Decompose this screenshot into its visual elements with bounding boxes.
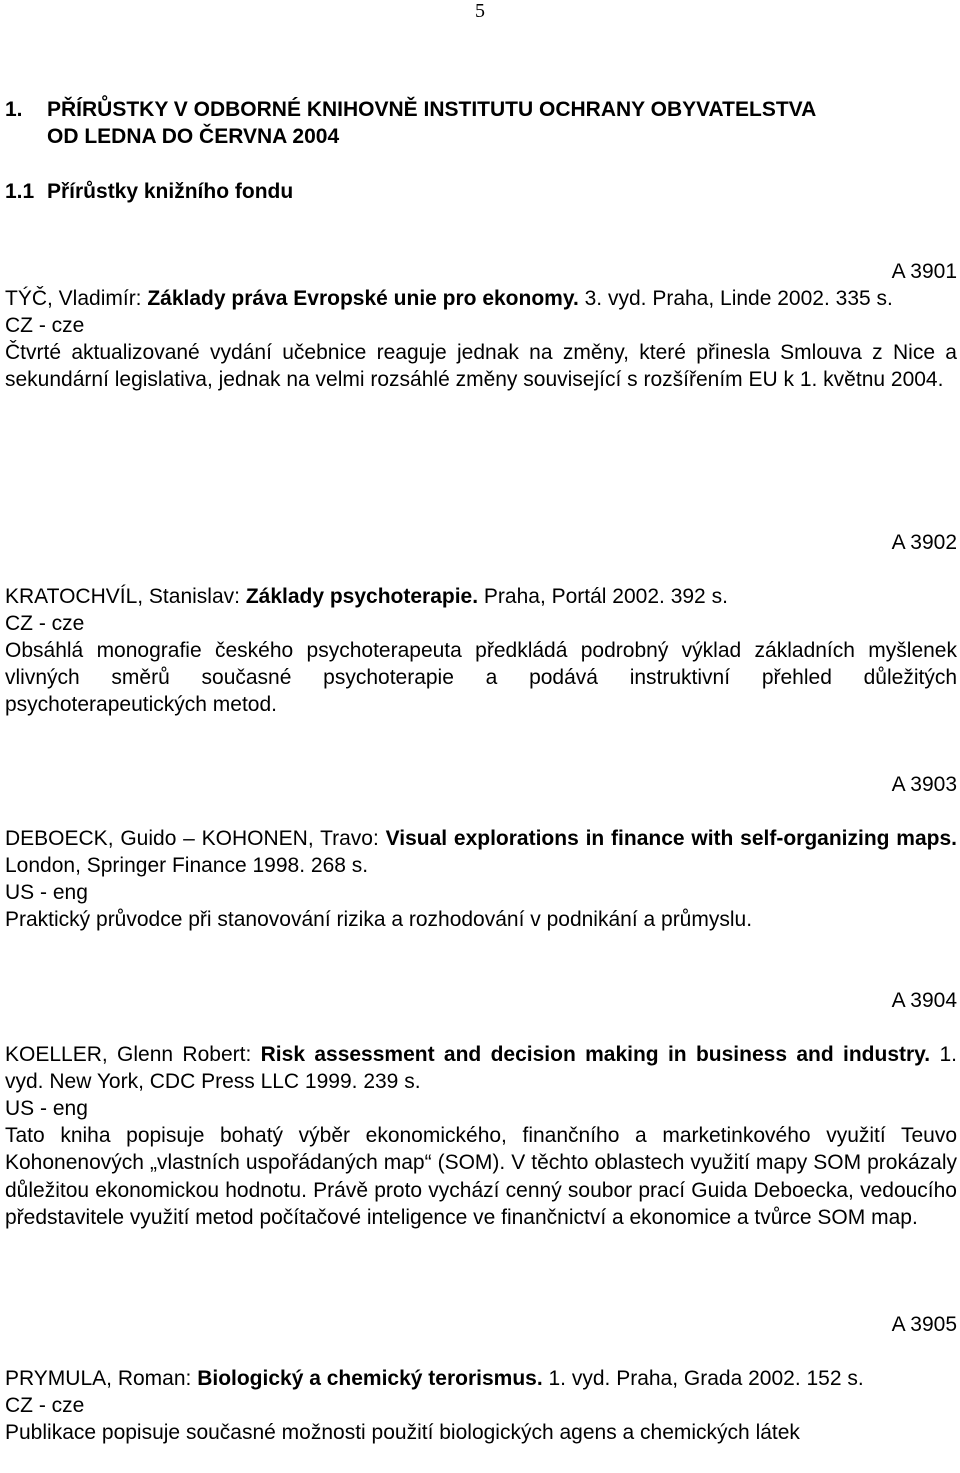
annotation: Praktický průvodce při stanovování rizika a rozhodování v podnikání a průmyslu. [5, 908, 753, 932]
imprint: 3. vyd. Praha, Linde 2002. 335 s. [578, 287, 893, 311]
section-title: Přírůstky knižního fondu [47, 180, 294, 203]
citation [5, 825, 957, 879]
book-title: Biologický a chemický terorismus. [197, 1367, 543, 1391]
call-number: A 3904 [891, 989, 957, 1012]
annotation: Tato kniha popisuje bohatý výběr ekonomického, finančního a marketinkového využití Teuvo Kohonenových „vlastních uspořádaných map“ (SOM). V těchto oblastech využití mapy SOM prokázaly důležitou ekonomickou hodnotu. Právě proto vychází cenný soubor prací Guida Deboecka, vedoucího představitele využití metod počítačové inteligence ve finančnictví a ekonomice a tvůrce SOM map. [5, 1124, 957, 1229]
chapter-heading [5, 96, 957, 150]
author: DEBOECK, Guido – KOHONEN, Travo: [5, 827, 386, 851]
annotation: Obsáhlá monografie českého psychoterapeuta předkládá podrobný výklad základních myšlenek vlivných směrů současné psychoterapie a podává instruktivní přehled důležitých psychoterapeutických metod. [5, 639, 957, 717]
imprint: London, Springer Finance 1998. 268 s. [5, 854, 369, 878]
citation [5, 1365, 957, 1392]
call-number: A 3905 [891, 1313, 957, 1336]
book-title: Základy psychoterapie. [245, 585, 479, 609]
language-code: CZ - cze [5, 314, 85, 338]
catalog-entry [5, 258, 957, 393]
author: PRYMULA, Roman: [5, 1367, 198, 1391]
page-number: 5 [475, 0, 485, 22]
chapter-title-line1: PŘÍRŮSTKY V ODBORNÉ KNIHOVNĚ INSTITUTU OCHRANY OBYVATELSTVA [47, 98, 817, 121]
book-title: Visual explorations in finance with self-organizing maps. [385, 827, 957, 851]
language-code: US - eng [5, 881, 88, 905]
section-number: 1.1 [5, 180, 35, 203]
call-number: A 3903 [891, 773, 957, 796]
catalog-entry [5, 987, 957, 1231]
imprint: Praha, Portál 2002. 392 s. [478, 585, 728, 609]
citation [5, 285, 957, 312]
annotation: Čtvrté aktualizované vydání učebnice reaguje jednak na změny, které přinesla Smlouva z Nice a sekundární legislativa, jednak na velmi rozsáhlé změny související s rozšířením EU k 1. květnu 2004. [5, 341, 957, 392]
language-code: US - eng [5, 1097, 88, 1121]
citation [5, 1041, 957, 1095]
call-number: A 3901 [891, 260, 957, 283]
annotation: Publikace popisuje současné možnosti použití biologických agens a chemických látek [5, 1421, 800, 1445]
author: TÝČ, Vladimír: [5, 287, 148, 311]
imprint: 1. vyd. New York, CDC Press LLC 1999. 239 s. [5, 1043, 957, 1094]
catalog-entry [5, 771, 957, 933]
language-code: CZ - cze [5, 1394, 85, 1418]
book-title: Risk assessment and decision making in business and industry. [260, 1043, 931, 1067]
book-title: Základy práva Evropské unie pro ekonomy. [147, 287, 579, 311]
chapter-number: 1. [5, 98, 23, 121]
author: KOELLER, Glenn Robert: [5, 1043, 261, 1067]
author: KRATOCHVÍL, Stanislav: [5, 585, 246, 609]
call-number: A 3902 [891, 531, 957, 554]
catalog-entry [5, 1311, 957, 1446]
language-code: CZ - cze [5, 612, 85, 636]
citation [5, 583, 957, 610]
imprint: 1. vyd. Praha, Grada 2002. 152 s. [542, 1367, 864, 1391]
chapter-title-line2: OD LEDNA DO ČERVNA 2004 [47, 125, 340, 148]
section-heading [5, 178, 293, 205]
catalog-entry [5, 529, 957, 719]
